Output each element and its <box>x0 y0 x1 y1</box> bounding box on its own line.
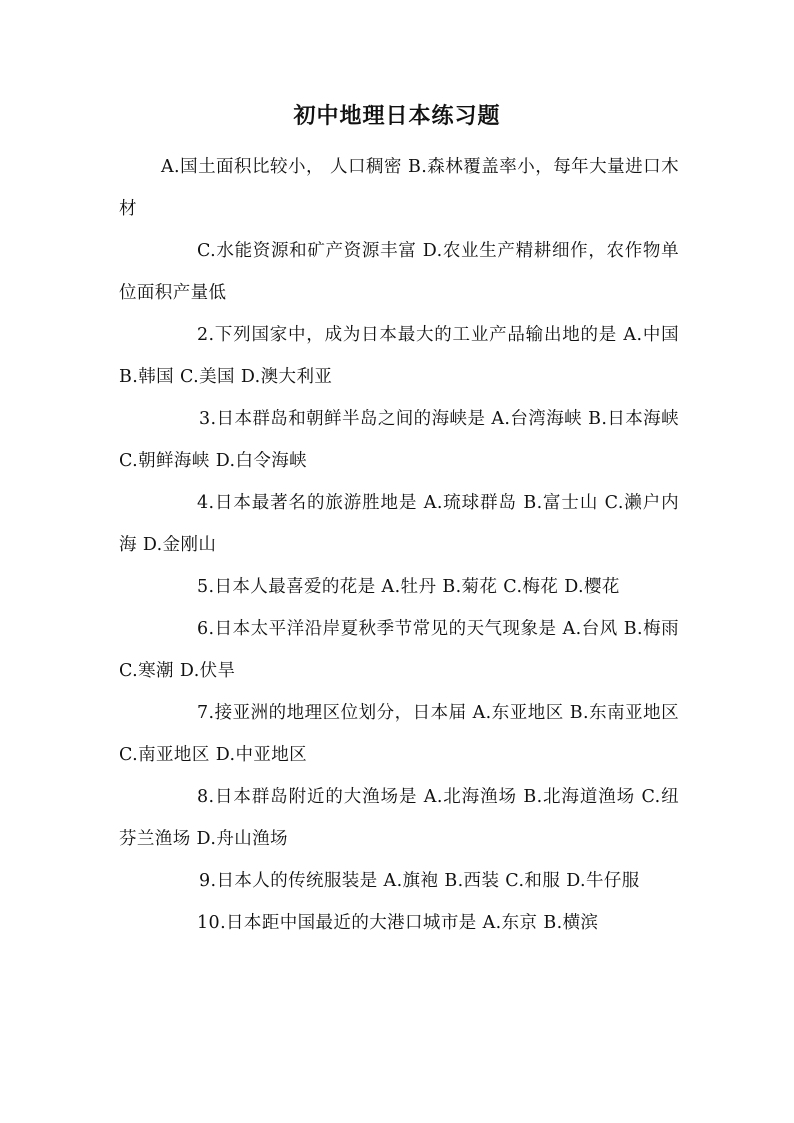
document-body <box>119 146 679 944</box>
paragraph-question-7: 7.接亚洲的地理区位划分，日本届 A.东亚地区 B.东南亚地区 C.南亚地区 D.中亚地区 <box>119 703 679 765</box>
paragraph-question-8: 8.日本群岛附近的大渔场是 A.北海渔场 B.北海道渔场 C.纽芬兰渔场 D.舟山渔场 <box>119 787 679 849</box>
paragraph-question-2: 2.下列国家中，成为日本最大的工业产品输出地的是 A.中国 B.韩国 C.美国 D.澳大利亚 <box>119 325 679 387</box>
paragraph-q1-options-ab: A.国土面积比较小， 人口稠密 B.森林覆盖率小，每年大量进口木材 <box>119 157 679 219</box>
paragraph-question-6: 6.日本太平洋沿岸夏秋季节常见的天气现象是 A.台风 B.梅雨 C.寒潮 D.伏旱 <box>119 619 679 681</box>
paragraph-question-3: 3.日本群岛和朝鲜半岛之间的海峡是 A.台湾海峡 B.日本海峡 C.朝鲜海峡 D.白令海峡 <box>119 409 679 471</box>
paragraph-question-9: 9.日本人的传统服装是 A.旗袍 B.西装 C.和服 D.牛仔服 <box>199 871 640 891</box>
paragraph-question-10: 10.日本距中国最近的大港口城市是 A.东京 B.横滨 <box>197 913 599 933</box>
paragraph-question-5: 5.日本人最喜爱的花是 A.牡丹 B.菊花 C.梅花 D.樱花 <box>197 577 620 597</box>
document-title: 初中地理日本练习题 <box>293 103 501 129</box>
paragraph-q1-options-cd: C.水能资源和矿产资源丰富 D.农业生产精耕细作，农作物单位面积产量低 <box>119 241 679 303</box>
paragraph-question-4: 4.日本最著名的旅游胜地是 A.琉球群岛 B.富士山 C.濑户内海 D.金刚山 <box>119 493 679 555</box>
